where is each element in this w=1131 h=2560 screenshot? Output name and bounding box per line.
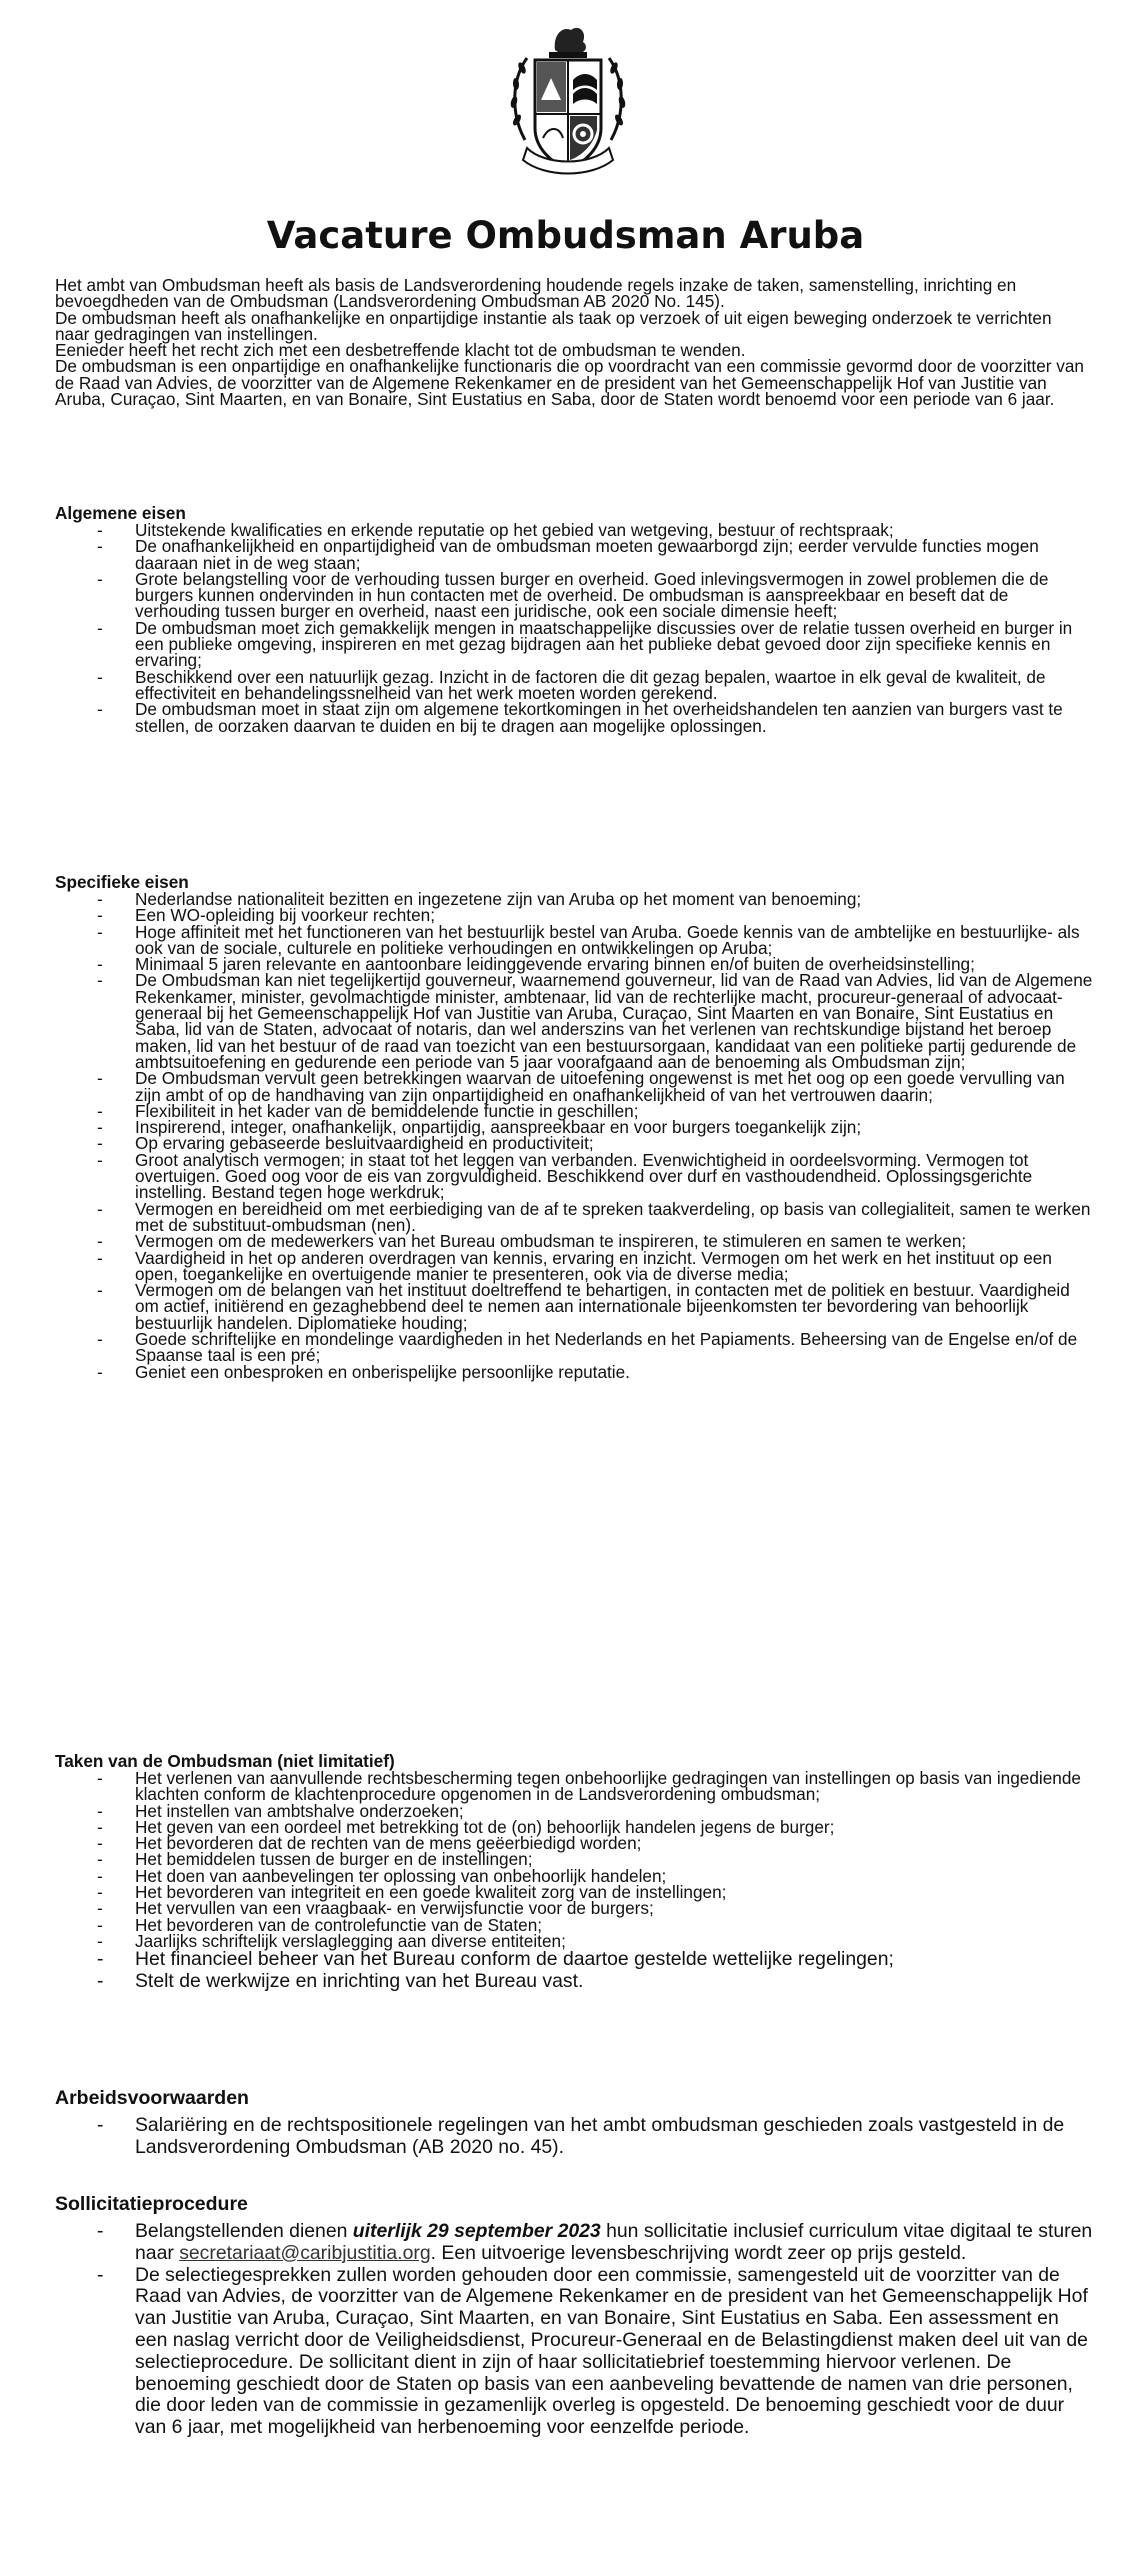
list-item: - Groot analytisch vermogen; in staat tot het leggen van verbanden. Evenwichtigheid in oordeelsvorming. Vermogen tot overtuigen. Goed oog voor de eis van zorgvuldigheid. Beschikkend over durf en vasthoudendheid. Oplossingsgerichte instelling. Bestand tegen hoge werkdruk; (55, 1152, 1095, 1201)
list-item: - Het financieel beheer van het Bureau conform de daartoe gestelde wettelijke regelingen; (55, 1949, 1095, 1971)
list-item: - Op ervaring gebaseerde besluitvaardigheid en productiviteit; (55, 1135, 1095, 1151)
list-item: - Beschikkend over een natuurlijk gezag. Inzicht in de factoren die dit gezag bepalen, waartoe in elk geval de kwaliteit, de effectiviteit en behandelingssnelheid van het werk moeten worden gerekend. (55, 669, 1095, 702)
list-item: - Stelt de werkwijze en inrichting van het Bureau vast. (55, 1971, 1095, 1993)
intro-paragraph: Eenieder heeft het recht zich met een desbetreffende klacht tot de ombudsman te wenden. (55, 340, 746, 361)
section-heading: Arbeidsvoorwaarden (55, 2087, 249, 2109)
procedure-text: Belangstellenden dienen (135, 2220, 353, 2242)
list-item: - Het bevorderen van de controlefunctie van de Staten; (55, 1917, 1095, 1933)
section-heading: Specifieke eisen (55, 872, 189, 892)
procedure-text: hun sollicitatie inclusief curriculum vitae digitaal te sturen naar (135, 2220, 1093, 2264)
aruba-coat-of-arms-icon (505, 20, 631, 184)
tasks-list (55, 1770, 1095, 1949)
list-item (55, 2221, 1095, 2265)
tasks-list-large (55, 1949, 1095, 1993)
section-sollicitatieprocedure (55, 2193, 1095, 2439)
list-item: - Minimaal 5 jaren relevante en aantoonbare leidinggevende ervaring binnen en/of buiten de overheidsinstelling; (55, 956, 1095, 972)
section-heading: Sollicitatieprocedure (55, 2193, 248, 2215)
list-item: - Het bevorderen dat de rechten van de mens geëerbiedigd worden; (55, 1835, 1095, 1851)
section-heading: Taken van de Ombudsman (niet limitatief) (55, 1751, 395, 1771)
list-item: - Goede schriftelijke en mondelinge vaardigheden in het Nederlands en het Papiaments. Beheersing van de Engelse en/of de Spaanse taal is een pré; (55, 1331, 1095, 1364)
list-item: - De Ombudsman vervult geen betrekkingen waarvan de uitoefening ongewenst is met het oog op een goede vervulling van zijn ambt of op de handhaving van zijn onpartijdigheid en onafhankelijkheid of van het vertrouwen daarin; (55, 1070, 1095, 1103)
list-item: - De selectiegesprekken zullen worden gehouden door een commissie, samengesteld uit de voorzitter van de Raad van Advies, de voorzitter van de Algemene Rekenkamer en de president van het Gemeenschappelijk Hof van Justitie van Aruba, Curaçao, Sint Maarten, en van Bonaire, Sint Eustatius en Saba. Een assessment en een naslag verricht door de Veiligheidsdienst, Procureur-Generaal en de Belastingdienst maken deel uit van de selectieprocedure. De sollicitant dient in zijn of haar sollicitatiebrief toestemming hiervoor verlenen. De benoeming geschiedt door de Staten op basis van een aanbeveling bevattende de namen van drie personen, die door leden van de commissie in gezamenlijk overleg is opgesteld. De benoeming geschiedt voor de duur van 6 jaar, met mogelijkheid van herbenoeming voor eenzelfde periode. (55, 2265, 1095, 2439)
list-item: - Vaardigheid in het op anderen overdragen van kennis, ervaring en inzicht. Vermogen om het werk en het instituut op een open, toegankelijke en overtuigende manier te presenteren, ook via de diverse media; (55, 1250, 1095, 1283)
section-arbeidsvoorwaarden (55, 2087, 1095, 2159)
section-heading: Algemene eisen (55, 503, 186, 523)
list-item: - Het geven van een oordeel met betrekking tot de (on) behoorlijk handelen jegens de burger; (55, 1819, 1095, 1835)
section-specifieke-eisen (55, 873, 1095, 1380)
page-title: Vacature Ombudsman Aruba (266, 214, 865, 257)
intro-text (55, 275, 1085, 410)
procedure-list (55, 2221, 1095, 2439)
list-item: - Nederlandse nationaliteit bezitten en ingezetene zijn van Aruba op het moment van benoeming; (55, 891, 1095, 907)
list-item: - Hoge affiniteit met het functioneren van het bestuurlijk bestel van Aruba. Goede kennis van de ambtelijke en bestuurlijke- als ook van de sociale, culturele en politieke verhoudingen en ontwikkelingen op Aruba; (55, 924, 1095, 957)
requirements-list (55, 522, 1095, 734)
email-link[interactable]: secretariaat@caribjustitia.org (179, 2241, 431, 2264)
list-item: - Vermogen om de medewerkers van het Bureau ombudsman te inspireren, te stimuleren en samen te werken; (55, 1233, 1095, 1249)
list-item: - Het instellen van ambtshalve onderzoeken; (55, 1803, 1095, 1819)
deadline-date: uiterlijk 29 september 2023 (352, 2220, 601, 2242)
list-item: - Vermogen om de belangen van het instituut doeltreffend te behartigen, in contacten met de politiek en bestuur. Vaardigheid om actief, initiërend en gezaghebbend deel te nemen aan internationale bijeenkomsten ter bevordering van behoorlijk bestuurlijk handelen. Diplomatieke houding; (55, 1282, 1095, 1331)
list-item: - Het bemiddelen tussen de burger en de instellingen; (55, 1851, 1095, 1867)
conditions-list (55, 2115, 1095, 2159)
list-item: - Geniet een onbesproken en onberispelijke persoonlijke reputatie. (55, 1364, 1095, 1380)
intro-paragraph: De ombudsman is een onpartijdige en onafhankelijke functionaris die op voordracht van een commissie gevormd door de voorzitter van de Raad van Advies, de voorzitter van de Algemene Rekenkamer en de president van het Gemeenschappelijk Hof van Justitie van Aruba, Curaçao, Sint Maarten, en van Bonaire, Sint Eustatius en Saba, door de Staten wordt benoemd voor een periode van 6 jaar. (55, 356, 1084, 410)
intro-paragraph: Het ambt van Ombudsman heeft als basis de Landsverordening houdende regels inzake de taken, samenstelling, inrichting en bevoegdheden van de Ombudsman (Landsverordening Ombudsman AB 2020 No. 145). (55, 275, 1017, 312)
list-item: - Salariëring en de rechtspositionele regelingen van het ambt ombudsman geschieden zoals vastgesteld in de Landsverordening Ombudsman (AB 2020 no. 45). (55, 2115, 1095, 2159)
section-taken (55, 1752, 1095, 1993)
section-algemene-eisen (55, 504, 1095, 734)
list-item: - Uitstekende kwalificaties en erkende reputatie op het gebied van wetgeving, bestuur of rechtspraak; (55, 522, 1095, 538)
list-item: - De ombudsman moet zich gemakkelijk mengen in maatschappelijke discussies over de relatie tussen overheid en burger in een publieke omgeving, inspireren en met gezag bijdragen aan het publieke debat gevoed door zijn specifieke kennis en ervaring; (55, 620, 1095, 669)
list-item: - Vermogen en bereidheid om met eerbiediging van de af te spreken taakverdeling, op basis van collegialiteit, samen te werken met de substituut-ombudsman (nen). (55, 1201, 1095, 1234)
list-item: - Flexibiliteit in het kader van de bemiddelende functie in geschillen; (55, 1103, 1095, 1119)
requirements-list (55, 891, 1095, 1380)
list-item: - Het doen van aanbevelingen ter oplossing van onbehoorlijk handelen; (55, 1868, 1095, 1884)
list-item: - Het bevorderen van integriteit en een goede kwaliteit zorg van de instellingen; (55, 1884, 1095, 1900)
list-item: - Het verlenen van aanvullende rechtsbescherming tegen onbehoorlijke gedragingen van instellingen op basis van ingediende klachten conform de klachtenprocedure opgenomen in de Landsverordening ombudsman; (55, 1770, 1095, 1803)
list-item: - De ombudsman moet in staat zijn om algemene tekortkomingen in het overheidshandelen ten aanzien van burgers vast te stellen, de oorzaken daarvan te duiden en bij te dragen aan mogelijke oplossingen. (55, 701, 1095, 734)
list-item: - De onafhankelijkheid en onpartijdigheid van de ombudsman moeten gewaarborgd zijn; eerder vervulde functies mogen daaraan niet in de weg staan; (55, 538, 1095, 571)
list-item: - Jaarlijks schriftelijk verslaglegging aan diverse entiteiten; (55, 1933, 1095, 1949)
intro-paragraph: De ombudsman heeft als onafhankelijke en onpartijdige instantie als taak op verzoek of uit eigen beweging onderzoek te verrichten naar gedragingen van instellingen. (55, 307, 1052, 344)
list-item: - Het vervullen van een vraagbaak- en verwijsfunctie voor de burgers; (55, 1900, 1095, 1916)
list-item: - Een WO-opleiding bij voorkeur rechten; (55, 907, 1095, 923)
list-item: - Grote belangstelling voor de verhouding tussen burger en overheid. Goed inlevingsvermogen in zowel problemen die de burgers kunnen ondervinden in hun contacten met de overheid. De ombudsman is aanspreekbaar en beseft dat de verhouding tussen burger en overheid, naast een juridische, ook een sociale dimensie heeft; (55, 571, 1095, 620)
procedure-text: . Een uitvoerige levensbeschrijving wordt zeer op prijs gesteld. (430, 2241, 967, 2264)
list-item: - De Ombudsman kan niet tegelijkertijd gouverneur, waarnemend gouverneur, lid van de Raad van Advies, lid van de Algemene Rekenkamer, minister, gevolmachtigde minister, ambtenaar, lid van de rechterlijke macht, procureur-generaal of advocaat-generaal bij het Gemeenschappelijk Hof van Justitie van Aruba, Curaçao, Sint Maarten en van Bonaire, Sint Eustatius en Saba, lid van de Staten, advocaat of notaris, dan wel anderszins van het verlenen van rechtskundige bijstand het beroep maken, lid van het bestuur of de raad van toezicht van een bestuursorgaan, kandidaat van een politieke partij gedurende de ambtsuitoefening en gedurende een periode van 5 jaar voorafgaand aan de benoeming als Ombudsman zijn; (55, 972, 1095, 1070)
list-item: - Inspirerend, integer, onafhankelijk, onpartijdig, aanspreekbaar en voor burgers toegankelijk zijn; (55, 1119, 1095, 1135)
